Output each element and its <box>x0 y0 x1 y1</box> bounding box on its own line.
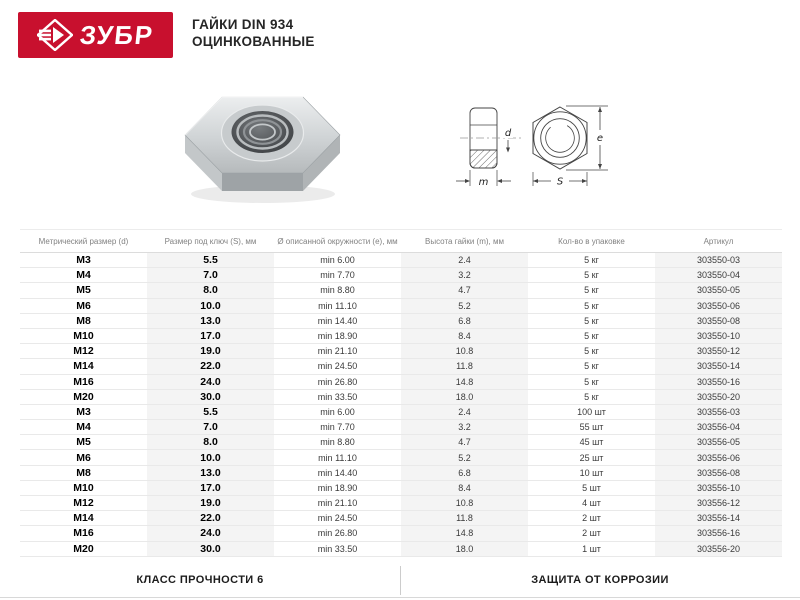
logo-text: ЗУБР <box>78 20 156 50</box>
spec-cell: 10.8 <box>401 496 528 511</box>
spec-cell: min 14.40 <box>274 313 401 328</box>
dim-label-s: S <box>556 176 564 188</box>
spec-cell: 14.8 <box>401 526 528 541</box>
spec-cell: min 33.50 <box>274 541 401 556</box>
spec-cell: 303556-08 <box>655 465 782 480</box>
spec-cell: min 26.80 <box>274 526 401 541</box>
spec-row <box>20 450 782 465</box>
spec-cell: 5 кг <box>528 313 655 328</box>
spec-cell: M12 <box>20 496 147 511</box>
spec-cell: 100 шт <box>528 404 655 419</box>
spec-cell: 303556-04 <box>655 420 782 435</box>
spec-cell: 19.0 <box>147 344 274 359</box>
spec-table-body <box>20 253 782 557</box>
spec-cell: 303556-05 <box>655 435 782 450</box>
spec-cell: M3 <box>20 253 147 268</box>
spec-cell: min 24.50 <box>274 359 401 374</box>
spec-cell: 55 шт <box>528 420 655 435</box>
spec-table <box>20 229 782 557</box>
spec-cell: 19.0 <box>147 496 274 511</box>
spec-cell: 22.0 <box>147 359 274 374</box>
spec-cell: 2.4 <box>401 253 528 268</box>
spec-cell: min 21.10 <box>274 496 401 511</box>
spec-cell: 13.0 <box>147 313 274 328</box>
spec-cell: min 7.70 <box>274 268 401 283</box>
spec-cell: M6 <box>20 298 147 313</box>
spec-cell: 303556-06 <box>655 450 782 465</box>
spec-cell: 303550-12 <box>655 344 782 359</box>
spec-cell: M16 <box>20 526 147 541</box>
spec-cell: 5 кг <box>528 359 655 374</box>
spec-row <box>20 420 782 435</box>
spec-row <box>20 344 782 359</box>
spec-cell: M4 <box>20 420 147 435</box>
spec-cell: 18.0 <box>401 389 528 404</box>
dim-label-m: m <box>478 177 489 188</box>
spec-cell: min 18.90 <box>274 328 401 343</box>
spec-cell: min 11.10 <box>274 298 401 313</box>
dimension-drawing <box>448 84 648 199</box>
spec-cell: 5 кг <box>528 298 655 313</box>
spec-cell: M3 <box>20 404 147 419</box>
spec-cell: 7.0 <box>147 420 274 435</box>
spec-cell: 5 кг <box>528 328 655 343</box>
dim-label-d: d <box>504 128 512 139</box>
spec-cell: 303550-20 <box>655 389 782 404</box>
spec-cell: 24.0 <box>147 374 274 389</box>
zubr-logo <box>18 12 173 58</box>
spec-cell: M5 <box>20 283 147 298</box>
spec-cell: 10.0 <box>147 450 274 465</box>
spec-row <box>20 389 782 404</box>
spec-row <box>20 313 782 328</box>
spec-cell: 8.4 <box>401 328 528 343</box>
spec-cell: 4 шт <box>528 496 655 511</box>
spec-cell: M10 <box>20 328 147 343</box>
spec-cell: M12 <box>20 344 147 359</box>
spec-cell: min 6.00 <box>274 253 401 268</box>
spec-cell: 8.4 <box>401 480 528 495</box>
spec-cell: 5 кг <box>528 389 655 404</box>
spec-cell: min 7.70 <box>274 420 401 435</box>
spec-cell: 303556-12 <box>655 496 782 511</box>
spec-row <box>20 268 782 283</box>
spec-row <box>20 526 782 541</box>
spec-cell: M4 <box>20 268 147 283</box>
spec-cell: min 14.40 <box>274 465 401 480</box>
spec-cell: 4.7 <box>401 283 528 298</box>
dim-label-e: e <box>596 133 604 144</box>
spec-cell: M20 <box>20 389 147 404</box>
spec-cell: M14 <box>20 359 147 374</box>
spec-cell: 303550-08 <box>655 313 782 328</box>
spec-cell: 303550-04 <box>655 268 782 283</box>
spec-cell: 303556-16 <box>655 526 782 541</box>
spec-cell: 5 кг <box>528 374 655 389</box>
spec-cell: min 6.00 <box>274 404 401 419</box>
spec-cell: 10.0 <box>147 298 274 313</box>
spec-row <box>20 374 782 389</box>
spec-cell: 303550-05 <box>655 283 782 298</box>
title-line-2: ОЦИНКОВАННЫЕ <box>192 34 315 49</box>
spec-cell: 11.8 <box>401 359 528 374</box>
spec-cell: min 18.90 <box>274 480 401 495</box>
spec-cell: 5 кг <box>528 253 655 268</box>
column-header: Артикул <box>655 230 782 253</box>
spec-row <box>20 496 782 511</box>
spec-row <box>20 283 782 298</box>
spec-cell: 30.0 <box>147 541 274 556</box>
spec-row <box>20 465 782 480</box>
spec-cell: 5 кг <box>528 283 655 298</box>
spec-cell: 4.7 <box>401 435 528 450</box>
spec-cell: 17.0 <box>147 480 274 495</box>
spec-row <box>20 328 782 343</box>
spec-row <box>20 253 782 268</box>
column-header: Высота гайки (m), мм <box>401 230 528 253</box>
zubr-bison-arrow-icon <box>37 19 73 51</box>
footer-corrosion: ЗАЩИТА ОТ КОРРОЗИИ <box>531 574 669 586</box>
spec-cell: 8.0 <box>147 435 274 450</box>
spec-cell: 24.0 <box>147 526 274 541</box>
spec-cell: 303550-16 <box>655 374 782 389</box>
spec-cell: 5.5 <box>147 253 274 268</box>
spec-cell: 303550-03 <box>655 253 782 268</box>
spec-row <box>20 480 782 495</box>
spec-cell: min 26.80 <box>274 374 401 389</box>
spec-cell: 10 шт <box>528 465 655 480</box>
spec-row <box>20 511 782 526</box>
spec-cell: 303550-14 <box>655 359 782 374</box>
spec-cell: 1 шт <box>528 541 655 556</box>
spec-cell: M8 <box>20 465 147 480</box>
spec-cell: 25 шт <box>528 450 655 465</box>
spec-table-head <box>20 230 782 253</box>
spec-cell: M5 <box>20 435 147 450</box>
page-title <box>192 16 315 50</box>
spec-row <box>20 404 782 419</box>
column-header: Кол-во в упаковке <box>528 230 655 253</box>
spec-cell: min 11.10 <box>274 450 401 465</box>
spec-cell: 2 шт <box>528 511 655 526</box>
spec-cell: M10 <box>20 480 147 495</box>
spec-cell: 45 шт <box>528 435 655 450</box>
spec-cell: 303556-10 <box>655 480 782 495</box>
spec-cell: 5.2 <box>401 450 528 465</box>
spec-cell: 5 кг <box>528 344 655 359</box>
spec-row <box>20 435 782 450</box>
spec-cell: 6.8 <box>401 465 528 480</box>
spec-cell: min 21.10 <box>274 344 401 359</box>
spec-cell: M14 <box>20 511 147 526</box>
spec-cell: 18.0 <box>401 541 528 556</box>
spec-cell: 303550-06 <box>655 298 782 313</box>
spec-cell: 2.4 <box>401 404 528 419</box>
spec-cell: M20 <box>20 541 147 556</box>
spec-cell: 30.0 <box>147 389 274 404</box>
spec-row <box>20 298 782 313</box>
spec-cell: min 8.80 <box>274 435 401 450</box>
spec-cell: 13.0 <box>147 465 274 480</box>
spec-cell: 6.8 <box>401 313 528 328</box>
spec-cell: 5.5 <box>147 404 274 419</box>
bottom-rule <box>0 597 800 598</box>
column-header: Размер под ключ (S), мм <box>147 230 274 253</box>
spec-cell: 7.0 <box>147 268 274 283</box>
spec-row <box>20 359 782 374</box>
column-header: Ø описанной окружности (e), мм <box>274 230 401 253</box>
column-header: Метрический размер (d) <box>20 230 147 253</box>
spec-cell: min 33.50 <box>274 389 401 404</box>
spec-cell: 5.2 <box>401 298 528 313</box>
spec-cell: 14.8 <box>401 374 528 389</box>
spec-cell: 10.8 <box>401 344 528 359</box>
spec-cell: min 8.80 <box>274 283 401 298</box>
spec-cell: 303550-10 <box>655 328 782 343</box>
spec-row <box>20 541 782 556</box>
spec-cell: 3.2 <box>401 268 528 283</box>
spec-cell: 5 кг <box>528 268 655 283</box>
footer-divider <box>400 566 401 595</box>
title-line-1: ГАЙКИ DIN 934 <box>192 17 294 32</box>
spec-cell: 5 шт <box>528 480 655 495</box>
hex-nut-photo <box>175 80 350 208</box>
spec-cell: 8.0 <box>147 283 274 298</box>
spec-cell: 303556-14 <box>655 511 782 526</box>
spec-cell: 3.2 <box>401 420 528 435</box>
spec-cell: 17.0 <box>147 328 274 343</box>
spec-cell: M6 <box>20 450 147 465</box>
spec-cell: 11.8 <box>401 511 528 526</box>
spec-cell: min 24.50 <box>274 511 401 526</box>
spec-cell: 22.0 <box>147 511 274 526</box>
spec-cell: 303556-03 <box>655 404 782 419</box>
spec-cell: M8 <box>20 313 147 328</box>
footer-strength-class: КЛАСС ПРОЧНОСТИ 6 <box>136 574 264 586</box>
spec-cell: 303556-20 <box>655 541 782 556</box>
spec-cell: M16 <box>20 374 147 389</box>
spec-cell: 2 шт <box>528 526 655 541</box>
